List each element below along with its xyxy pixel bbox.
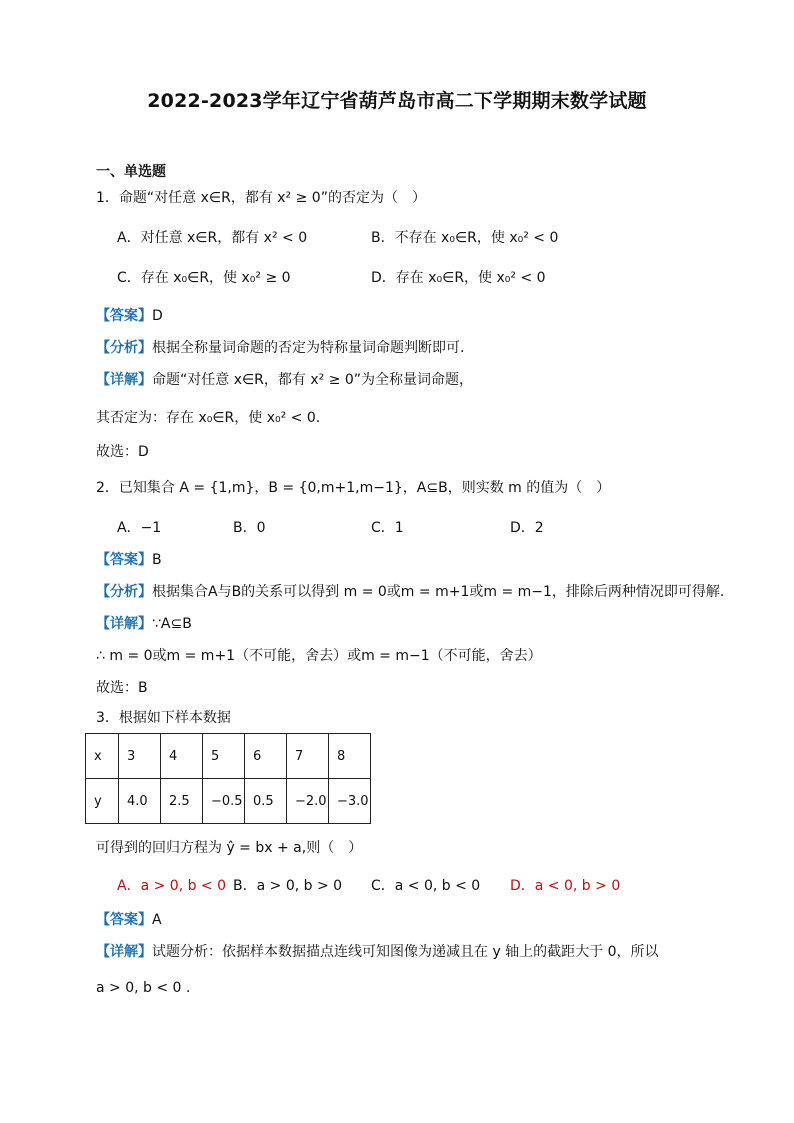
- table-cell: 5: [203, 734, 245, 779]
- q1-detail: 命题“对任意 x∈R，都有 x² ≥ 0”为全称量词命题，: [152, 372, 474, 388]
- q2-detail-2: ∴ m = 0或m = m+1（不可能，舍去）或m = m−1（不可能，舍去）: [96, 648, 542, 664]
- q2-stem: 2．已知集合 A = {1,m}，B = {0,m+1,m−1}，A⊆B，则实数 m 的值为（ ）: [96, 480, 611, 496]
- q2-analysis-row: [96, 582, 724, 602]
- q1-detail-2: 其否定为：存在 x₀∈R，使 x₀² < 0.: [96, 410, 321, 426]
- page-title: 2022-2023学年辽宁省葫芦岛市高二下学期期末数学试题: [147, 90, 647, 112]
- detail-label: 【详解】: [96, 944, 152, 960]
- q1-option-c: C．存在 x₀∈R，使 x₀² ≥ 0: [117, 270, 291, 286]
- q2-choice: 故选：B: [96, 680, 148, 696]
- table-cell: −3.0: [329, 779, 371, 824]
- q2-option-b: B．0: [233, 520, 266, 536]
- q3-option-a: A．a > 0, b < 0: [117, 878, 227, 894]
- q2-detail-row: [96, 614, 192, 634]
- table-cell: x: [86, 734, 119, 779]
- answer-label: 【答案】: [96, 552, 152, 568]
- q1-option-d: D．存在 x₀∈R，使 x₀² < 0: [371, 270, 546, 286]
- table-cell: −0.5: [203, 779, 245, 824]
- analysis-label: 【分析】: [96, 584, 152, 600]
- q2-option-d: D．2: [510, 520, 544, 536]
- q1-analysis: 根据全称量词命题的否定为特称量词命题判断即可.: [152, 340, 465, 356]
- table-cell: 7: [287, 734, 329, 779]
- table-cell: 6: [245, 734, 287, 779]
- q3-detail-row: [96, 942, 659, 962]
- q1-answer-row: [96, 306, 163, 326]
- q3-answer: A: [152, 912, 162, 928]
- table-cell: 4: [161, 734, 203, 779]
- q1-option-b: B．不存在 x₀∈R，使 x₀² < 0: [371, 230, 559, 246]
- sample-data-table: [85, 733, 371, 824]
- q1-option-a: A．对任意 x∈R，都有 x² < 0: [117, 230, 308, 246]
- table-cell: 4.0: [119, 779, 161, 824]
- table-cell: 2.5: [161, 779, 203, 824]
- q3-answer-row: [96, 910, 162, 930]
- section-heading: 一、单选题: [96, 164, 166, 180]
- table-row: [86, 779, 371, 824]
- table-cell: y: [86, 779, 119, 824]
- q3-option-b: B．a > 0, b > 0: [233, 878, 343, 894]
- q3-detail-2: a > 0, b < 0 .: [96, 980, 191, 996]
- q3-option-d: D．a < 0, b > 0: [510, 878, 621, 894]
- q2-detail: ∵A⊆B: [152, 616, 192, 632]
- q1-detail-row: [96, 370, 473, 390]
- detail-label: 【详解】: [96, 372, 152, 388]
- q2-answer-row: [96, 550, 162, 570]
- table-cell: 3: [119, 734, 161, 779]
- q2-option-c: C．1: [371, 520, 404, 536]
- table-cell: −2.0: [287, 779, 329, 824]
- q1-answer: D: [152, 308, 163, 324]
- answer-label: 【答案】: [96, 912, 152, 928]
- detail-label: 【详解】: [96, 616, 152, 632]
- q1-analysis-row: [96, 338, 464, 358]
- q3-detail: 试题分析：依据样本数据描点连线可知图像为递减且在 y 轴上的截距大于 0，所以: [152, 944, 659, 960]
- q1-stem: 1．命题“对任意 x∈R，都有 x² ≥ 0”的否定为（ ）: [96, 190, 426, 206]
- q3-stem: 3．根据如下样本数据: [96, 710, 231, 726]
- q3-option-c: C．a < 0, b < 0: [371, 878, 481, 894]
- q2-analysis: 根据集合A与B的关系可以得到 m = 0或m = m+1或m = m−1，排除后两种情况即可得解.: [152, 584, 725, 600]
- table-row: [86, 734, 371, 779]
- table-cell: 8: [329, 734, 371, 779]
- q2-option-a: A．−1: [117, 520, 162, 536]
- table-cell: 0.5: [245, 779, 287, 824]
- q2-answer: B: [152, 552, 162, 568]
- answer-label: 【答案】: [96, 308, 152, 324]
- q1-choice: 故选：D: [96, 444, 149, 460]
- analysis-label: 【分析】: [96, 340, 152, 356]
- q3-prompt: 可得到的回归方程为 ŷ = bx + a,则（ ）: [96, 840, 363, 856]
